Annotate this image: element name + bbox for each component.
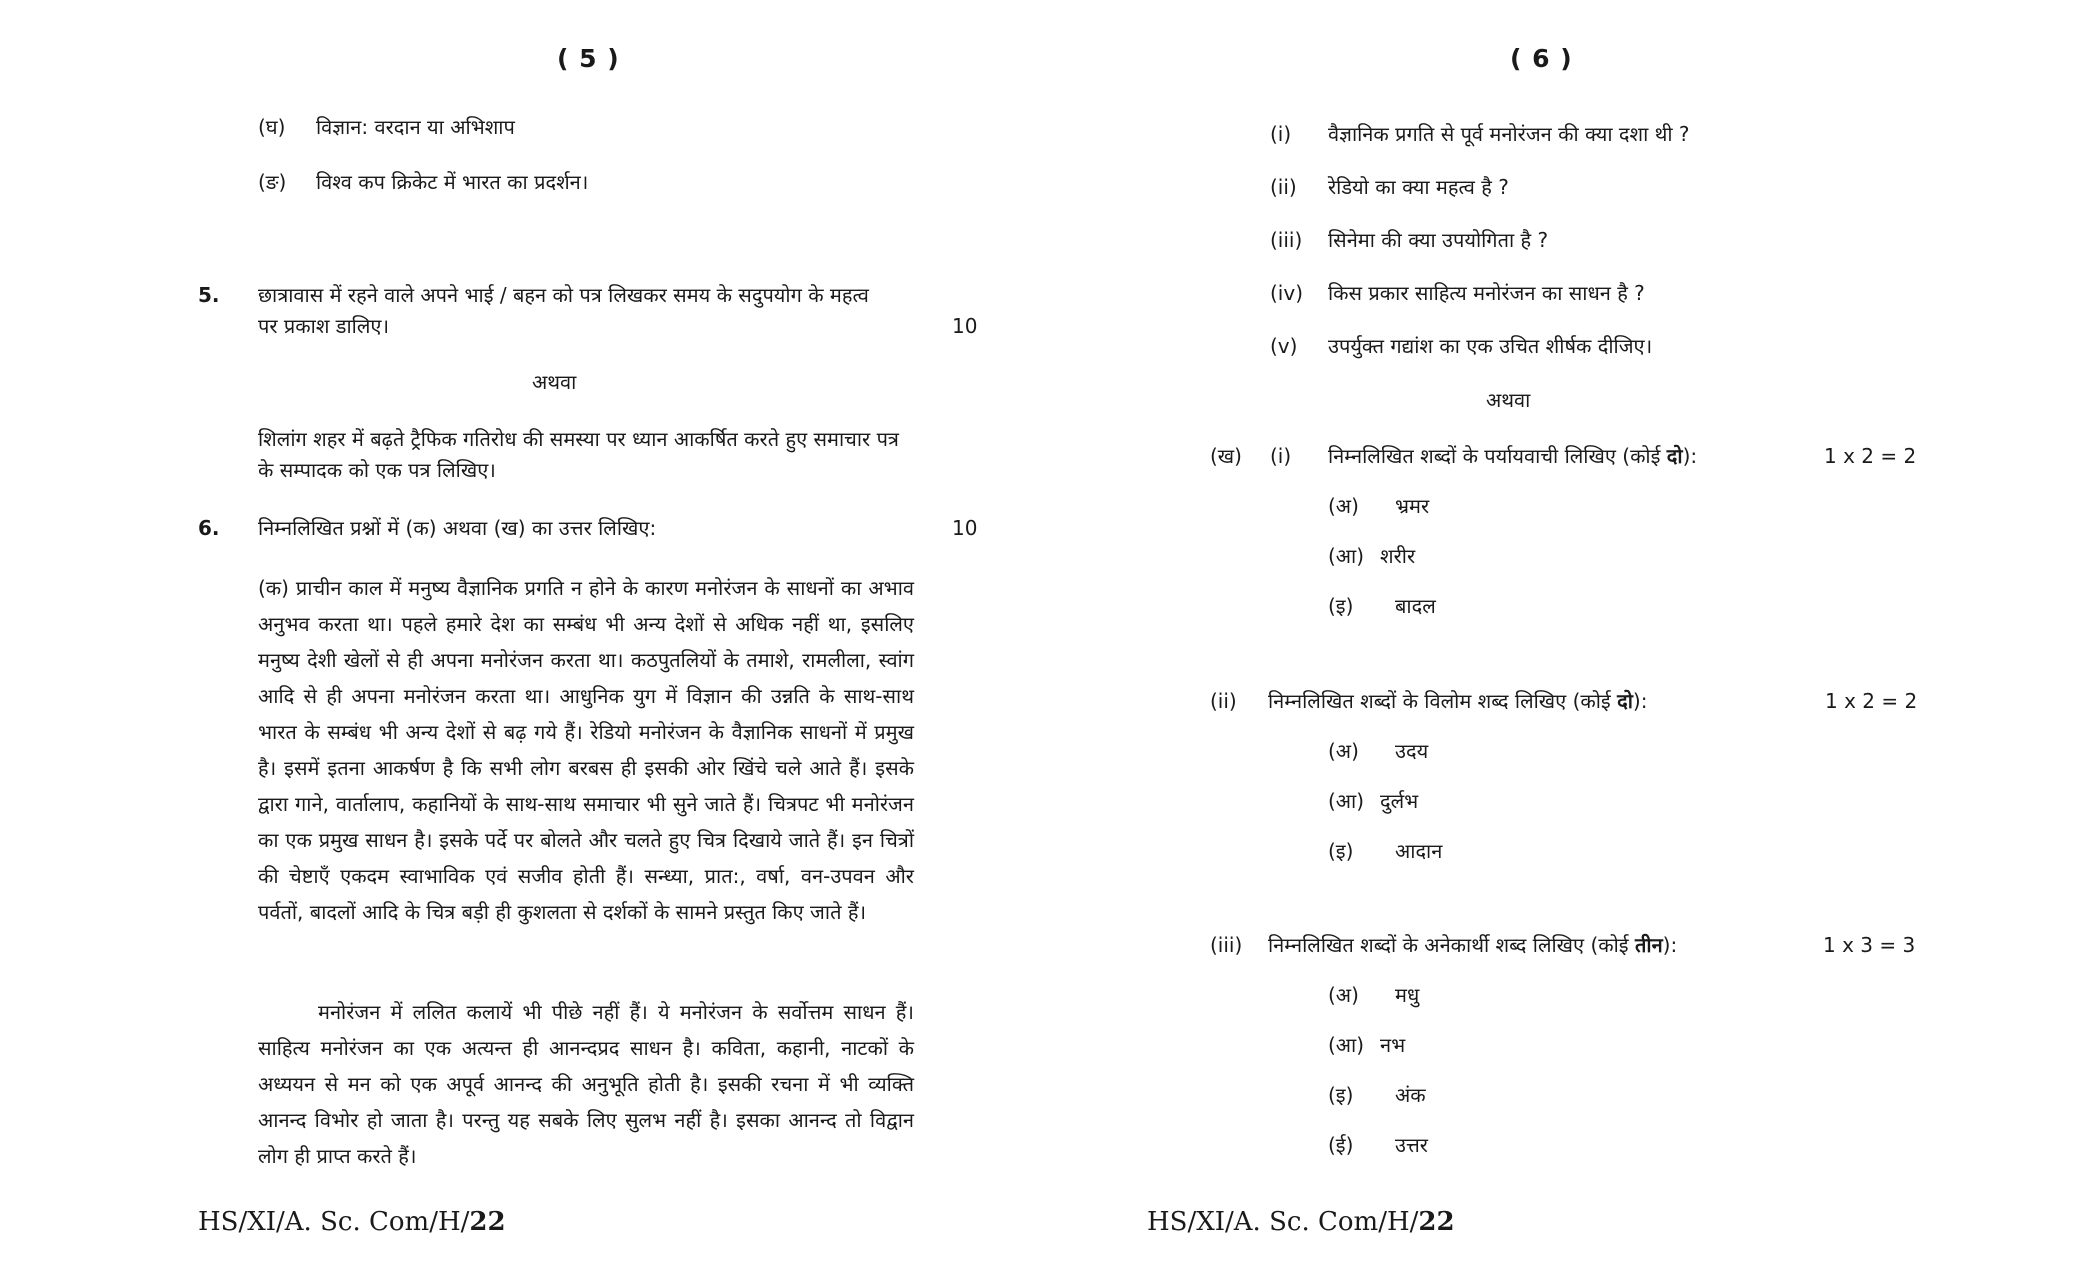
question-label: (i) (1270, 122, 1292, 146)
item-label: (ङ) (258, 170, 287, 194)
marks: 1 x 2 = 2 (1824, 444, 1917, 468)
option-label: (अ) (1328, 983, 1359, 1007)
essay-topic: विज्ञान: वरदान या अभिशाप (316, 115, 515, 139)
essay-topic: विश्व कप क्रिकेट में भारत का प्रदर्शन। (316, 170, 589, 194)
question-text: रेडियो का क्या महत्व है ? (1328, 175, 1509, 199)
option-label: (अ) (1328, 739, 1359, 763)
footer-code-text: HS/XI/A. Sc. Com/H/ (198, 1207, 470, 1237)
option-label: (इ) (1328, 594, 1354, 618)
question-label: (v) (1270, 334, 1298, 358)
option-word: भ्रमर (1395, 494, 1430, 518)
option-word: उदय (1395, 739, 1429, 763)
passage-paragraph: (क) प्राचीन काल में मनुष्य वैज्ञानिक प्रगति न होने के कारण मनोरंजन के साधनों का अभाव अनुभव करता था। पहले हमारे देश का सम्बंध भी अन्य देशों से अधिक नहीं था, इसलिए मनुष्य देशी खेलों से ही अपना मनोरंजन करता था। कठपुतलियों के तमाशे, रामलीला, स्वांग आदि से ही अपना मनोरंजन करता था। आधुनिक युग में विज्ञान की उन्नति के साथ-साथ भारत के सम्बंध भी अन्य देशों से बढ़ गये हैं। रेडियो मनोरंजन के वैज्ञानिक साधनों में प्रमुख है। इसमें इतना आकर्षण है कि सभी लोग बरबस ही इसकी ओर खिंचे चले आते हैं। इसके द्वारा गाने, वार्तालाप, कहानियों के साथ-साथ समाचार भी सुने जाते हैं। चित्रपट भी मनोरंजन का एक प्रमुख साधन है। इसके पर्दे पर बोलते और चलते हुए चित्र दिखाये जाते हैं। इन चित्रों की चेष्टाएँ एकदम स्वाभाविक एवं सजीव होती हैं। सन्ध्या, प्रात:, वर्षा, वन-उपवन और पर्वतों, बादलों आदि के चित्र बड़ी ही कुशलता से दर्शकों के सामने प्रस्तुत किए जाते हैं। (258, 576, 914, 924)
option-label: (आ) (1328, 1033, 1365, 1057)
question-text: छात्रावास में रहने वाले अपने भाई / बहन को पत्र लिखकर समय के सदुपयोग के महत्व (258, 283, 869, 307)
sub-question-count: दो (1617, 689, 1633, 713)
option-label: (इ) (1328, 839, 1354, 863)
sub-question-text-tail: ): (1682, 444, 1698, 468)
question-label: (iii) (1270, 228, 1303, 252)
question-label: (iv) (1270, 281, 1303, 305)
option-label: (ई) (1328, 1133, 1354, 1157)
sub-question-label: (iii) (1210, 933, 1243, 957)
option-word: मधु (1395, 983, 1420, 1007)
footer-code (1147, 1207, 1455, 1237)
option-label: (इ) (1328, 1083, 1354, 1107)
option-word: अंक (1395, 1083, 1426, 1107)
question-number: 5. (198, 283, 220, 307)
sub-question-count: दो (1666, 444, 1683, 468)
or-divider: अथवा (1486, 388, 1531, 412)
question-text: वैज्ञानिक प्रगति से पूर्व मनोरंजन की क्या दशा थी ? (1328, 122, 1690, 146)
marks: 10 (952, 516, 978, 540)
sub-question-label: (i) (1270, 444, 1292, 468)
question-text: के सम्पादक को एक पत्र लिखिए। (258, 458, 496, 482)
question-label: (ii) (1270, 175, 1297, 199)
option-word: बादल (1395, 594, 1436, 618)
footer-code-number: 22 (469, 1207, 506, 1237)
question-text: पर प्रकाश डालिए। (258, 314, 390, 338)
question-text: किस प्रकार साहित्य मनोरंजन का साधन है ? (1328, 281, 1645, 305)
option-label: (अ) (1328, 494, 1359, 518)
footer-code (198, 1207, 506, 1237)
marks: 1 x 3 = 3 (1823, 933, 1916, 957)
marks: 10 (952, 314, 978, 338)
sub-question-text-tail: ): (1632, 689, 1648, 713)
sub-question-text (1268, 688, 1647, 714)
right-page (1050, 0, 2100, 1275)
page-number: ( 6 ) (1510, 44, 1573, 73)
sub-question-text-main: निम्नलिखित शब्दों के पर्यायवाची लिखिए (कोई (1328, 444, 1667, 468)
question-text: सिनेमा की क्या उपयोगिता है ? (1328, 228, 1549, 252)
footer-code-number: 22 (1418, 1207, 1455, 1237)
sub-question-text-tail: ): (1662, 933, 1678, 957)
option-word: दुर्लभ (1380, 789, 1419, 813)
section-label: (ख) (1210, 444, 1242, 468)
question-text: उपर्युक्त गद्यांश का एक उचित शीर्षक दीजिए। (1328, 334, 1653, 358)
or-divider: अथवा (532, 370, 577, 394)
option-word: आदान (1395, 839, 1443, 863)
option-word: नभ (1380, 1033, 1406, 1057)
question-text: निम्नलिखित प्रश्नों में (क) अथवा (ख) का उत्तर लिखिए: (258, 516, 657, 540)
question-number: 6. (198, 516, 220, 540)
item-label: (घ) (258, 115, 286, 139)
sub-question-label: (ii) (1210, 689, 1237, 713)
sub-question-count: तीन (1634, 933, 1663, 957)
option-word: उत्तर (1395, 1133, 1428, 1157)
sub-question-text (1328, 443, 1697, 469)
passage-paragraph: मनोरंजन में ललित कलायें भी पीछे नहीं हैं। ये मनोरंजन के सर्वोत्तम साधन हैं। साहित्य मनोरंजन का एक अत्यन्त ही आनन्दप्रद साधन है। कविता, कहानी, नाटकों के अध्ययन से मन को एक अपूर्व आनन्द की अनुभूति होती है। इसकी रचना में भी व्यक्ति आनन्द विभोर हो जाता है। परन्तु यह सबके लिए सुलभ नहीं है। इसका आनन्द तो विद्वान लोग ही प्राप्त करते हैं। (258, 1000, 914, 1168)
option-label: (आ) (1328, 544, 1365, 568)
footer-code-text: HS/XI/A. Sc. Com/H/ (1147, 1207, 1419, 1237)
sub-question-text-main: निम्नलिखित शब्दों के अनेकार्थी शब्द लिखिए (कोई (1268, 933, 1635, 957)
sub-question-text (1268, 932, 1677, 958)
sub-question-text-main: निम्नलिखित शब्दों के विलोम शब्द लिखिए (कोई (1268, 689, 1618, 713)
page-number: ( 5 ) (557, 44, 620, 73)
option-label: (आ) (1328, 789, 1365, 813)
marks: 1 x 2 = 2 (1825, 689, 1918, 713)
question-text: शिलांग शहर में बढ़ते ट्रैफिक गतिरोध की समस्या पर ध्यान आकर्षित करते हुए समाचार पत्र (258, 427, 899, 451)
option-word: शरीर (1380, 544, 1416, 568)
